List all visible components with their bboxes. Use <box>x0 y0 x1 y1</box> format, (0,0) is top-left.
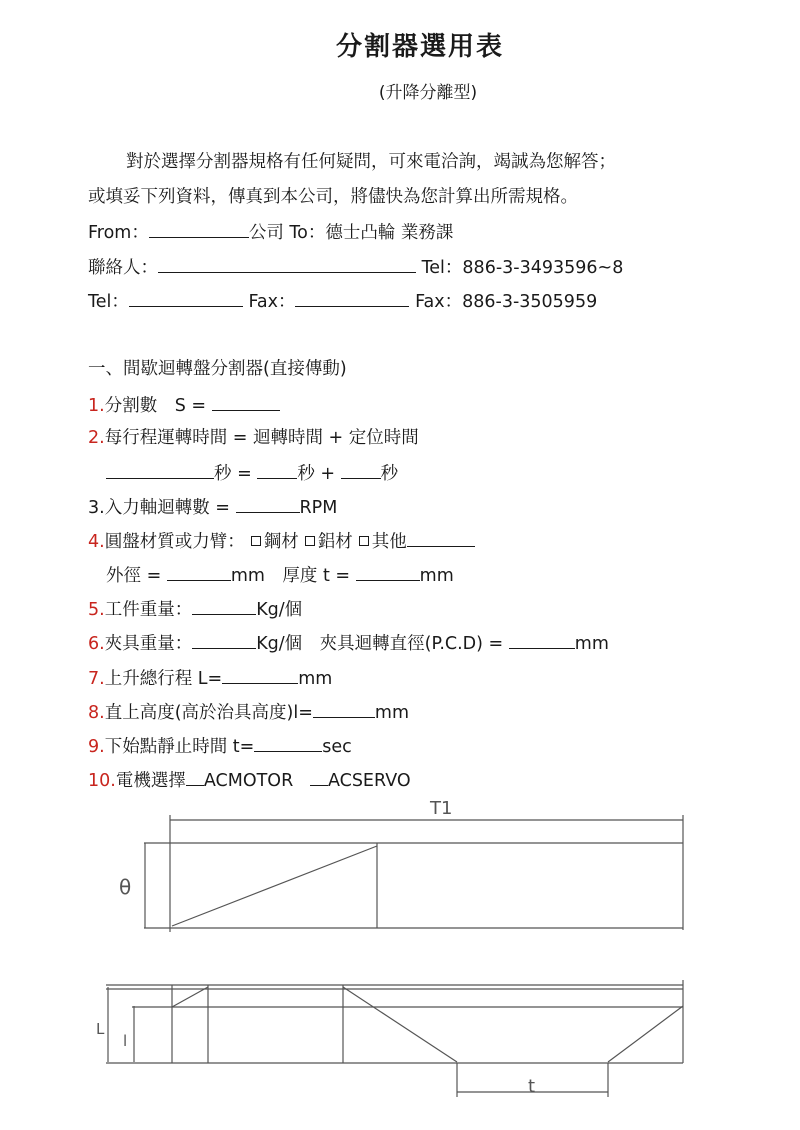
lift-return-slope <box>608 1006 683 1062</box>
t-label: t <box>528 1076 536 1097</box>
item-10-number: 10. <box>88 771 116 791</box>
item-2-number: 2. <box>88 428 105 448</box>
item-9-label: 下始點靜止時間 t= <box>104 737 255 757</box>
other-label: 其他 <box>371 532 407 552</box>
person-label: 聯絡人： <box>88 258 158 278</box>
tel-company: Tel：886-3-3493596~8 <box>421 258 624 278</box>
straight-height-unit: mm <box>374 703 409 723</box>
from-label: From： <box>88 223 149 243</box>
rpm-unit: RPM <box>299 498 338 518</box>
pcd-unit: mm <box>574 634 609 654</box>
item-8-label: 直上高度(高於治具高度)l= <box>104 703 313 723</box>
item-7-label: 上升總行程 L= <box>104 669 223 689</box>
intro-line-2: 或填妥下列資料，傳真到本公司，將儘快為您計算出所需規格。 <box>88 187 578 207</box>
theta-label: θ <box>119 875 132 899</box>
outer-diameter-label: 外徑 = <box>106 566 162 586</box>
item-6-label: 夾具重量： <box>104 634 193 654</box>
item-3-label: 3.入力軸迴轉數 = <box>88 498 230 518</box>
workpiece-weight-unit: Kg/個 <box>256 600 303 620</box>
acmotor-label: ACMOTOR <box>203 771 294 791</box>
intro-line-1: 對於選擇分割器規格有任何疑問，可來電洽詢，竭誠為您解答； <box>126 152 616 172</box>
item-7-number: 7. <box>88 669 105 689</box>
item-8-number: 8. <box>88 703 105 723</box>
company-suffix: 公司 To：德士凸輪 業務課 <box>248 223 454 243</box>
item-1-number: 1. <box>88 396 105 416</box>
index-slope <box>172 846 377 926</box>
item-2-sec2: 秒 + <box>297 464 336 484</box>
item-4-number: 4. <box>88 532 105 552</box>
lift-stroke-unit: mm <box>298 669 333 689</box>
acservo-label: ACSERVO <box>327 771 411 791</box>
lift-down-slope <box>343 987 457 1062</box>
item-2-label: 每行程運轉時間 = 迴轉時間 + 定位時間 <box>104 428 419 448</box>
item-9-number: 9. <box>88 737 105 757</box>
thickness-label: mm 厚度 t = <box>230 566 351 586</box>
fax-label: Fax： <box>248 292 296 312</box>
item-6-number: 6. <box>88 634 105 654</box>
tel-label: Tel： <box>88 292 129 312</box>
page-subtitle: (升降分離型) <box>378 83 478 103</box>
l-label: l <box>123 1032 128 1050</box>
item-5-label: 工件重量： <box>104 600 193 620</box>
item-1-label: 分割數 S = <box>104 396 207 416</box>
fixture-weight-unit: Kg/個 夾具迴轉直徑(P.C.D) = <box>256 634 504 654</box>
item-2-sec3: 秒 <box>380 464 399 484</box>
page-title: 分割器選用表 <box>335 32 504 62</box>
dwell-sec-unit: sec <box>322 737 352 757</box>
steel-label: 鋼材 <box>263 532 299 552</box>
aluminum-label: 鋁材 <box>317 532 353 552</box>
t1-label: T1 <box>430 798 453 819</box>
item-10-label: 電機選擇 <box>115 771 186 791</box>
item-4-label: 圓盤材質或力臂： <box>104 532 245 552</box>
item-2-sec1: 秒 = <box>214 464 252 484</box>
lift-up-slope <box>172 987 208 1007</box>
item-5-number: 5. <box>88 600 105 620</box>
section-heading: 一、間歇迴轉盤分割器(直接傳動) <box>88 359 347 379</box>
fax-company: Fax：886-3-3505959 <box>415 292 598 312</box>
thickness-unit: mm <box>419 566 454 586</box>
L-label: L <box>96 1020 105 1038</box>
